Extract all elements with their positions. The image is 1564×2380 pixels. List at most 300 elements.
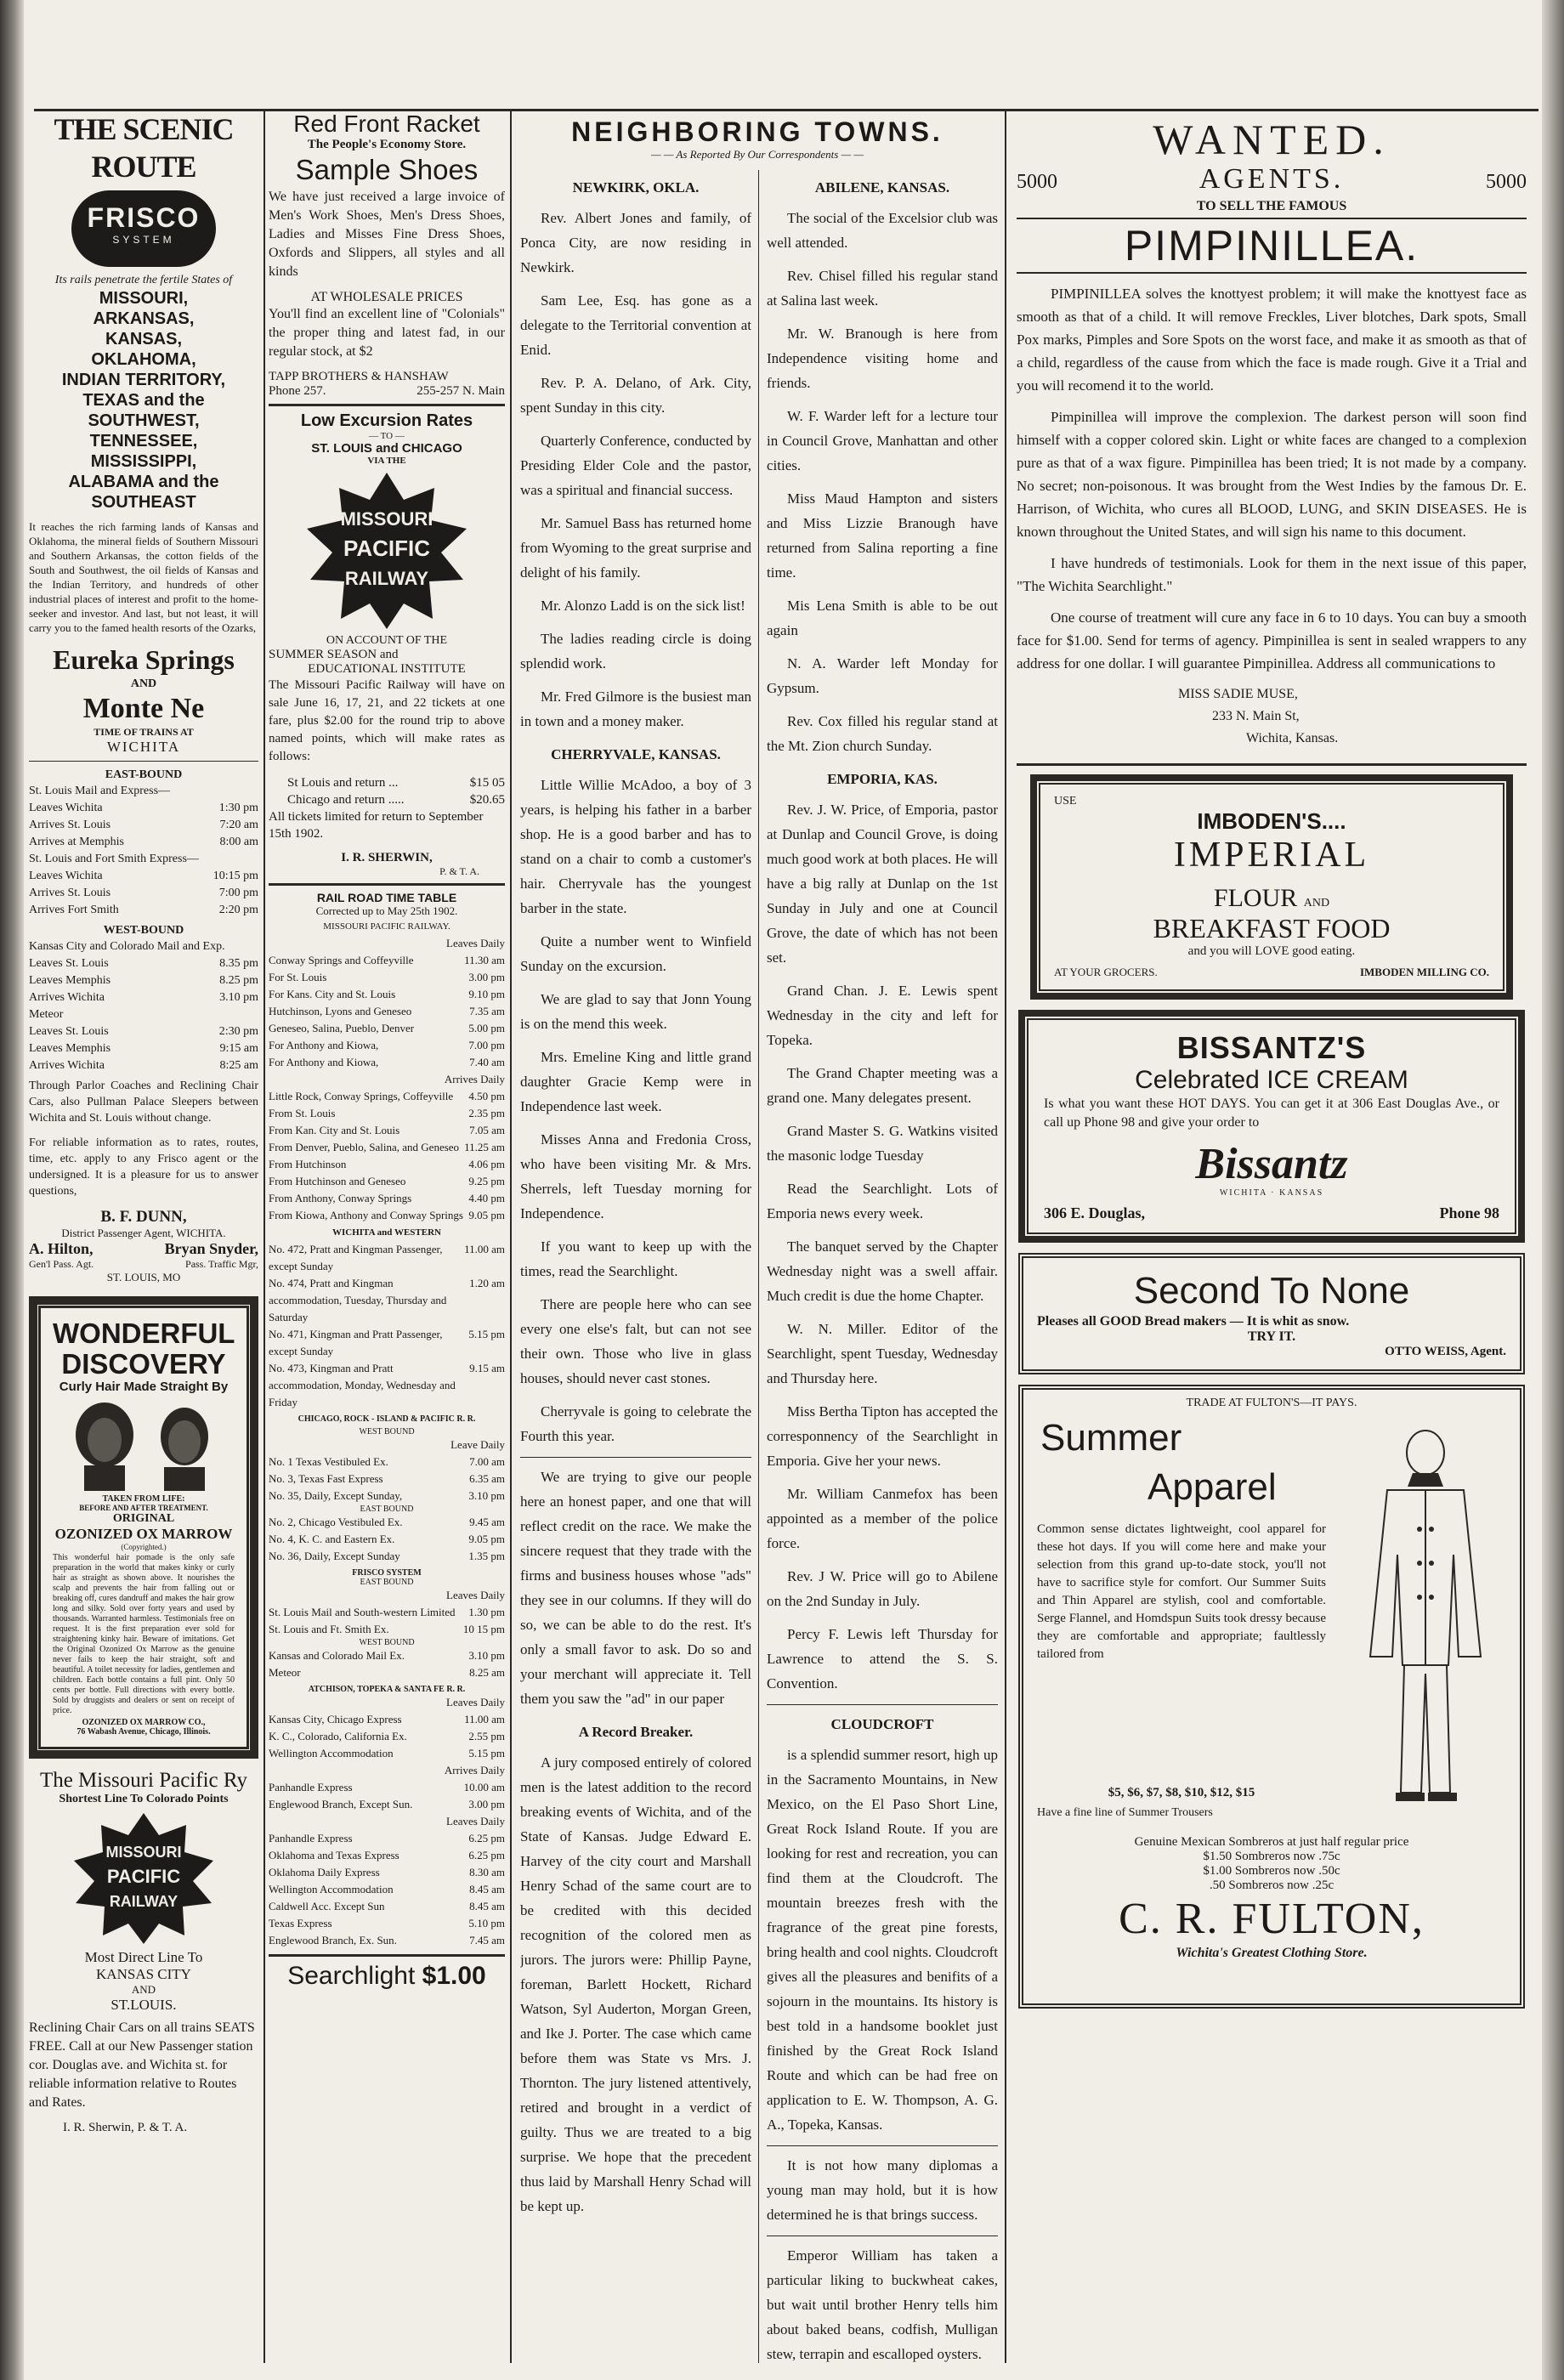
timetable-label: Arrives Fort Smith: [29, 904, 119, 916]
resort-eureka: Eureka Springs: [53, 644, 235, 675]
scenic-name-left: A. Hilton,: [29, 1240, 94, 1257]
news-item: Rev. P. A. Delano, of Ark. City, spent Sunday in this city.: [520, 375, 751, 416]
news-heading: EMPORIA, KAS.: [827, 771, 938, 787]
timetable-label: Wellington Accommodation: [269, 1883, 394, 1896]
timetable-row: [269, 1898, 505, 1915]
timetable-time: 6.35 am: [469, 1472, 505, 1485]
timetable-mopac: [269, 935, 505, 1224]
news-item: The ladies reading circle is doing splendid work.: [520, 631, 751, 672]
neighboring-header: [517, 116, 998, 162]
timetable-label: No. 472, Pratt and Kingman Passenger, except Sunday: [269, 1243, 443, 1272]
timetable-ri-head: CHICAGO, ROCK - ISLAND & PACIFIC R. R.: [298, 1414, 476, 1424]
timetable-time: 8.35 pm: [219, 957, 258, 970]
timetable-time: 5.15 pm: [468, 1747, 505, 1760]
fulton-ad: [1018, 1385, 1525, 2009]
column-1: [29, 110, 258, 2363]
timetable-label: No. 473, Kingman and Pratt accommodation, Monday, Wednesday and Friday: [269, 1362, 456, 1408]
mopac-left-title: The Missouri Pacific Ry: [39, 1769, 248, 1792]
timetable-time: 6.25 pm: [468, 1849, 505, 1862]
timetable-row: [29, 834, 258, 851]
timetable-label: Englewood Branch, Ex. Sun.: [269, 1934, 397, 1946]
neighboring-sub: — — As Reported By Our Correspondents — —: [651, 148, 864, 161]
timetable-label: From Hutchinson and Geneseo: [269, 1175, 406, 1187]
timetable-row: [29, 800, 258, 817]
timetable-time: 7:00 pm: [218, 887, 258, 899]
timetable-time: Leaves Daily: [446, 1815, 505, 1828]
timetable-atch: [269, 1694, 505, 1949]
imboden-flour: FLOUR: [1213, 884, 1298, 912]
timetable-frisco-east-rows: [269, 1587, 505, 1638]
timetable-label: Panhandle Express: [269, 1832, 353, 1844]
timetable-time: 11.25 am: [464, 1141, 505, 1153]
west-bound-table: [29, 938, 258, 1074]
timetable-time: 5.15 pm: [468, 1328, 505, 1340]
timetable-frisco-west-rows: [269, 1647, 505, 1681]
timetable-time: 5.10 pm: [468, 1917, 505, 1930]
wanted-count-left: 5000: [1017, 171, 1057, 193]
timetable-label: Oklahoma and Texas Express: [269, 1849, 400, 1862]
wanted-sign3: Wichita, Kansas.: [1246, 731, 1339, 745]
wonderful-title1: WONDERFUL: [53, 1318, 235, 1349]
scenic-description: It reaches the rich farming lands of Kansas and Oklahoma, the mineral fields of Southern Missouri and Southern Arkansas, the cotton fields of the South and Southwest, the oil fields of Kansas and the Indian Territory, and hundreds of other industrial places of interest and profit to the home-seeker and investor. And last, but not least, it will carry you to the famed health resorts of the Ozarks,: [29, 520, 258, 634]
timetable-row: [269, 1514, 505, 1531]
redfront-head: Sample Shoes: [295, 154, 479, 185]
mopac-left-line4: ST.LOUIS.: [110, 1997, 177, 2013]
timetable-row: [269, 1173, 505, 1190]
timetable-label: Wellington Accommodation: [269, 1747, 394, 1760]
timetable-row: [269, 1360, 505, 1411]
timetable-label: Caldwell Acc. Except Sun: [269, 1900, 385, 1912]
scenic-route-ad: [29, 110, 258, 1284]
news-item: If you want to keep up with the times, read the Searchlight.: [520, 1238, 751, 1279]
scenic-state: INDIAN TERRITORY,: [61, 371, 226, 389]
excursion-acct1: ON ACCOUNT OF THE: [326, 634, 448, 647]
mopac-left-sign: I. R. Sherwin, P. & T. A.: [63, 2121, 188, 2134]
timetable-frisco-east: EAST BOUND: [360, 1578, 414, 1587]
wanted-title: WANTED.: [1153, 116, 1391, 163]
timetable-row: [269, 1647, 505, 1664]
timetable-label: Englewood Branch, Except Sun.: [269, 1798, 413, 1810]
timetable-row: [29, 1057, 258, 1074]
news-item: Misses Anna and Fredonia Cross, who have been visiting Mr. & Mrs. Sherrels, left Tuesday morning for Independence.: [520, 1131, 751, 1221]
wanted-count-right: 5000: [1485, 171, 1527, 193]
top-rule: [34, 109, 1538, 111]
timetable-label: Arrives St. Louis: [29, 819, 111, 831]
timetable-row: [269, 986, 505, 1003]
timetable-time: 9.05 pm: [468, 1209, 505, 1221]
redfront-text1: We have just received a large invoice of Men's Work Shoes, Men's Dress Shoes, Ladies and Misses Fine Dress Shoes, Oxfords and Slippers, all styles and all kinds: [269, 190, 505, 279]
scenic-title-right: Pass. Traffic Mgr,: [185, 1258, 258, 1270]
wanted-text1: PIMPINILLEA solves the knottyest problem; it will make the knottyest face as smooth as that of a child. It will remove Freckles, Liver blotches, Dark spots, Small Pox marks, Pimples and Sore Spots on the worst face, and make it as smooth as that of a child, regardless of the cause from which the face is made rough. Give it a Trial and you will recomend it to the world.: [1017, 286, 1527, 394]
bissantz-script: Bissantz: [1195, 1140, 1348, 1188]
second-to-none-ad: [1018, 1253, 1525, 1374]
bissantz-sub: Celebrated ICE CREAM: [1135, 1066, 1408, 1094]
timetable-label: For Anthony and Kiowa,: [269, 1056, 379, 1068]
news-item: Rev. Chisel filled his regular stand at Salina last week.: [767, 268, 998, 309]
timetable-row: [269, 1881, 505, 1898]
scenic-state: ARKANSAS,: [93, 309, 195, 328]
wonderful-address: 76 Wabash Avenue, Chicago, Illinois.: [76, 1727, 211, 1737]
timetable-time: Leave Daily: [450, 1438, 505, 1451]
timetable-time: 6.25 pm: [468, 1832, 505, 1844]
timetable-label: Arrives at Memphis: [29, 836, 124, 848]
imboden-name: IMBODEN'S....: [1197, 808, 1346, 834]
wonderful-discovery-ad: [29, 1296, 258, 1759]
suit-illustration: [1345, 1419, 1506, 1810]
timetable-time: 9.10 pm: [468, 988, 505, 1000]
timetable-label: K. C., Colorado, California Ex.: [269, 1730, 407, 1742]
timetable-row: [269, 1830, 505, 1847]
news-item: Rev. J. W. Price, of Emporia, pastor at Dunlap and Council Grove, is doing much good work at both places. He will have a big rally at Dunlap on the 1st Sunday in July and one at Council Grove, the date of which has not been set.: [767, 802, 998, 966]
timetable-time: [253, 851, 258, 868]
timetable-row: [29, 1040, 258, 1057]
timetable-ww-head: WICHITA and WESTERN: [332, 1227, 441, 1238]
timetable-time: 1.30 pm: [468, 1606, 505, 1618]
second-text: Pleases all GOOD Bread makers — It is whit as snow.: [1037, 1314, 1350, 1329]
timetable-row: [269, 1621, 505, 1638]
timetable-row: [269, 1470, 505, 1488]
scenic-name-right: Bryan Snyder,: [164, 1240, 258, 1257]
news-item: Miss Maud Hampton and sisters and Miss Lizzie Branough have returned from Salina reporting a fine time.: [767, 490, 998, 581]
timetable-label: Panhandle Express: [269, 1781, 353, 1794]
timetable-time: Arrives Daily: [444, 1073, 505, 1085]
timetable-time: 7.40 am: [469, 1056, 505, 1068]
timetable-label: Leaves Memphis: [29, 974, 111, 987]
timetable-time: Leaves Daily: [446, 1696, 505, 1708]
timetable-row: [269, 1915, 505, 1932]
timetable-time: 9.05 pm: [468, 1533, 505, 1545]
excursion-via: VIA THE: [367, 456, 406, 466]
mopac-emblem1: MISSOURI: [340, 508, 434, 530]
imboden-breakfast-food: BREAKFAST FOOD: [1153, 913, 1391, 944]
bissantz-addr: 306 E. Douglas,: [1044, 1204, 1146, 1221]
timetable-time: 4.40 pm: [468, 1192, 505, 1204]
imboden-and: AND: [1303, 897, 1330, 910]
frisco-logo-bottom: SYSTEM: [112, 234, 175, 246]
frisco-logo-top: FRISCO: [87, 202, 201, 233]
timetable-time: 8.25 pm: [219, 974, 258, 987]
timetable-time: 9.45 am: [469, 1516, 505, 1528]
wanted-sign2: 233 N. Main St,: [1212, 709, 1300, 723]
timetable-time: 1:30 pm: [218, 802, 258, 814]
timetable-row: [269, 1664, 505, 1681]
timetable-label: St. Louis Mail and South-western Limited: [269, 1606, 456, 1618]
news-item: Percy F. Lewis left Thursday for Lawrence to attend the S. S. Convention.: [767, 1626, 998, 1692]
timetable-time: 4.50 pm: [468, 1090, 505, 1102]
east-bound-head: EAST-BOUND: [105, 768, 183, 781]
timetable-label: [269, 935, 441, 952]
timetable-label: For St. Louis: [269, 971, 327, 983]
timetable-time: 7.00 pm: [468, 1039, 505, 1051]
before-after-portraits: [60, 1397, 227, 1491]
scenic-agent-title: District Passenger Agent, WICHITA.: [61, 1227, 226, 1239]
timetable-label: St. Louis and Fort Smith Express—: [29, 853, 199, 865]
scenic-title: THE SCENIC ROUTE: [54, 112, 234, 184]
timetable-mopac-head: MISSOURI PACIFIC RAILWAY.: [323, 921, 450, 932]
second-agent: OTTO WEISS, Agent.: [1385, 1345, 1506, 1358]
timetable-row: [269, 1105, 505, 1122]
timetable-row: [29, 868, 258, 885]
timetable-label: No. 474, Pratt and Kingman accommodation, Tuesday, Thursday and Saturday: [269, 1277, 447, 1323]
bissantz-phone: Phone 98: [1439, 1204, 1499, 1221]
mopac-left-line2: KANSAS CITY: [96, 1966, 191, 1982]
timetable-row: [269, 952, 505, 969]
redfront-sub: The People's Economy Store.: [307, 138, 467, 151]
wanted-sell: TO SELL THE FAMOUS: [1196, 199, 1347, 213]
news-item: W. F. Warder left for a lecture tour in Council Grove, Manhattan and other cities.: [767, 408, 998, 473]
wonderful-copyright: (Copyrighted.): [121, 1543, 167, 1551]
news-heading: ABILENE, KANSAS.: [814, 179, 950, 196]
timetable-time: 3.10 pm: [468, 1649, 505, 1662]
fulton-trousers: Have a fine line of Summer Trousers: [1037, 1806, 1213, 1819]
timetable-label: St. Louis and Ft. Smith Ex.: [269, 1623, 389, 1635]
timetable-time: 10 15 pm: [462, 1623, 505, 1635]
news-item: W. N. Miller. Editor of the Searchlight, spent Tuesday, Wednesday and Thursday here.: [767, 1321, 998, 1386]
timetable-time: 11.00 am: [464, 1243, 505, 1255]
timetable-label: From St. Louis: [269, 1107, 336, 1119]
timetable-time: 1.35 pm: [468, 1550, 505, 1562]
timetable-label: From Anthony, Conway Springs: [269, 1192, 412, 1204]
scenic-title-left: Gen'l Pass. Agt.: [29, 1258, 94, 1270]
timetable-row: [269, 1864, 505, 1881]
news-column-rule: [758, 170, 759, 2363]
fulton-apparel: Apparel: [1148, 1466, 1277, 1508]
news-item: It is not how many diplomas a young man may hold, but it is how determined he is that brings success.: [767, 2157, 998, 2223]
news-item: Mr. William Canmefox has been appointed as a member of the police force.: [767, 1486, 998, 1551]
timetable-row: [269, 1548, 505, 1565]
scenic-state: MISSOURI,: [99, 289, 189, 308]
timetable-label: From Hutchinson: [269, 1158, 347, 1170]
timetable-time: 9.15 am: [469, 1362, 505, 1374]
mopac-left-emblem1: MISSOURI: [105, 1844, 182, 1861]
timetable-row: [29, 902, 258, 919]
redfront-title: Red Front Racket: [293, 110, 480, 137]
timetable-row: [269, 1454, 505, 1470]
wonderful-title2: DISCOVERY: [61, 1348, 226, 1380]
mopac-left-line1: Most Direct Line To: [84, 1949, 203, 1965]
mopac-left-text: Reclining Chair Cars on all trains SEATS FREE. Call at our New Passenger station cor. Douglas ave. and Wichita st. for reliable information relative to Routes and Rates.: [29, 2020, 255, 2110]
excursion-sign-title: P. & T. A.: [439, 865, 479, 877]
searchlight-price: $1.00: [422, 1962, 486, 1990]
news-item: The social of the Excelsior club was well attended.: [767, 210, 998, 251]
timetable-row: [29, 972, 258, 989]
mopac-left-emblem2: PACIFIC: [106, 1866, 181, 1887]
second-title: Second To None: [1133, 1270, 1410, 1312]
timetable-time: 10:15 pm: [212, 870, 258, 882]
excursion-rate1: $15 05: [469, 776, 505, 790]
timetable-row: [269, 935, 505, 952]
news-divider: [767, 1704, 998, 1705]
timetable-label: For Kans. City and St. Louis: [269, 988, 396, 1000]
timetable-label: Kansas City, Chicago Express: [269, 1713, 402, 1726]
wanted-text2: Pimpinillea will improve the complexion. The darkest person will soon find himself with a copper colored skin. Light or white faces are changed to a complexion pure as that of a wax figure. Pimpinillea has been tried; It is not made by a company. No secret; non-poisonous. It was brought from the West Indies by the famous Dr. E. Harrison, of Wichita, who cures all BLOOD, LUNG, and SKIN DISEASES. He is known throughout the United States, and will sign his name to this document.: [1017, 409, 1527, 540]
timetable-time: 3.00 pm: [468, 971, 505, 983]
timetable-label: Leaves Wichita: [29, 802, 103, 814]
timetable-time: 5.00 pm: [468, 1022, 505, 1034]
news-heading: CHERRYVALE, KANSAS.: [551, 746, 721, 762]
wanted-sign1: MISS SADIE MUSE,: [1178, 687, 1298, 701]
column-2: [269, 110, 505, 2363]
timetable-time: 7:20 am: [219, 819, 258, 831]
column-3a: [520, 170, 751, 2363]
timetable-label: Meteor: [29, 1008, 64, 1021]
timetable-label: Leaves Wichita: [29, 870, 103, 882]
timetable-label: Texas Express: [269, 1917, 332, 1930]
photo-caption1: TAKEN FROM LIFE:: [102, 1494, 185, 1504]
wanted-product: PIMPINILLEA.: [1017, 218, 1527, 274]
timetable-row: [29, 989, 258, 1006]
news-item: The Grand Chapter meeting was a grand one. Many delegates present.: [767, 1065, 998, 1106]
resort-monte-ne: Monte Ne: [82, 693, 205, 724]
timetable-time: 8.25 am: [469, 1666, 505, 1679]
timetable-label: Kansas City and Colorado Mail and Exp.: [29, 940, 225, 953]
redfront-phone: Phone 257.: [269, 384, 326, 398]
news-item: Mrs. Emeline King and little grand daughter Gracie Kemp were in Independence last week.: [520, 1049, 751, 1114]
timetable-label: [269, 1436, 445, 1454]
searchlight-banner: [269, 1962, 505, 1991]
timetable-time: 2.55 pm: [468, 1730, 505, 1742]
timetable-ri-east-rows: [269, 1514, 505, 1565]
timetable-row: [29, 938, 258, 955]
news-item: Mr. Samuel Bass has returned home from Wyoming to the great surprise and delight of his family.: [520, 515, 751, 581]
scenic-state: OKLAHOMA,: [91, 350, 196, 369]
timetable-label: Arrives St. Louis: [29, 887, 111, 899]
timetable-time: 9.25 pm: [468, 1175, 505, 1187]
timetable-title: RAIL ROAD TIME TABLE: [316, 891, 457, 904]
timetable-time: 3.10 pm: [468, 1489, 505, 1502]
timetable-row: [269, 1779, 505, 1796]
timetable-row: [269, 1745, 505, 1762]
timetable-label: Leaves St. Louis: [29, 1025, 109, 1038]
red-front-racket-ad: [269, 110, 505, 399]
railroad-timetable: [269, 891, 505, 1949]
scenic-city: ST. LOUIS, MO: [106, 1271, 181, 1284]
excursion-dest: ST. LOUIS and CHICAGO: [311, 441, 462, 456]
fulton-s1: $1.50 Sombreros now .75c: [1203, 1850, 1340, 1863]
news-item: Rev. Albert Jones and family, of Ponca City, are now residing in Newkirk.: [520, 210, 751, 275]
timetable-time: 3.10 pm: [219, 991, 258, 1004]
mopac-emblem3: RAILWAY: [344, 568, 429, 589]
news-divider: [520, 1457, 751, 1458]
timetable-time: 8.45 am: [469, 1883, 505, 1896]
resort-and: AND: [130, 677, 157, 690]
timetable-label: [269, 1762, 439, 1779]
column-rule: [1005, 110, 1006, 2363]
timetable-time: 2:20 pm: [218, 904, 258, 916]
news-item: Read the Searchlight. Lots of Emporia news every week.: [767, 1181, 998, 1221]
timetable-row: [29, 1023, 258, 1040]
imboden-grocers: AT YOUR GROCERS.: [1054, 966, 1158, 978]
timetable-time: 3.00 pm: [468, 1798, 505, 1810]
timetable-row: [269, 1604, 505, 1621]
timetable-row: [269, 1436, 505, 1454]
timetable-row: [269, 1728, 505, 1745]
timetable-atch-head: ATCHISON, TOPEKA & SANTA FE R. R.: [308, 1685, 466, 1694]
timetable-label: From Denver, Pueblo, Salina, and Geneseo: [269, 1141, 460, 1153]
wonderful-sub: Curly Hair Made Straight By: [59, 1380, 229, 1394]
timetable-time: 11.00 am: [464, 1713, 505, 1726]
timetable-label: Kansas and Colorado Mail Ex.: [269, 1649, 405, 1662]
redfront-text3: You'll find an excellent line of "Colonials" the proper thing and latest fad, in our regular stock, at $2: [269, 307, 505, 359]
news-divider: [767, 2145, 998, 2146]
news-item: Rev. J W. Price will go to Abilene on the 2nd Sunday in July.: [767, 1568, 998, 1609]
timetable-time: Leaves Daily: [446, 937, 505, 949]
news-item: The banquet served by the Chapter Wednesday night was a swell affair. Much credit is due the home Chapter.: [767, 1238, 998, 1304]
time-city: WICHITA: [106, 739, 181, 755]
news-item: A jury composed entirely of colored men is the latest addition to the record breaking events of Wichita, and of the State of Kansas. Judge Edward E. Harvey of the city court and Marshall Henry Schad of the same court are to be credited with this decided recognition of the colored men as jurors. The jurors were: Phillip Payne, foreman, Barlett Hockett, Richard Watson, Syl Auderton, Morgan Green, and Ike J. Porter. The case which came before them was State vs Mrs. J. Thornton. The jury listened attentively, retired and brought in a verdict of guilty. Thus we are treated to a big surprise. We hope that the precedent thus laid by Marshall Henry Schad will be kept up.: [520, 1754, 751, 2214]
column-3b: [767, 170, 998, 2363]
timetable-label: No. 471, Kingman and Pratt Passenger, except Sunday: [269, 1328, 443, 1357]
timetable-row: [269, 1156, 505, 1173]
timetable-label: Conway Springs and Coffeyville: [269, 954, 414, 966]
timetable-frisco-head: FRISCO SYSTEM: [352, 1568, 422, 1578]
news-heading: CLOUDCROFT: [830, 1716, 934, 1732]
news-item: N. A. Warder left Monday for Gypsum.: [767, 655, 998, 696]
timetable-ri-west-rows: [269, 1436, 505, 1504]
timetable-row: [269, 1531, 505, 1548]
wanted-agents: AGENTS.: [1198, 163, 1345, 195]
fulton-text: Common sense dictates lightweight, cool apparel for these hot days. If you will come here and make your selection from this grand up-to-date stock, you'll not have to sacrifice style for comfort. Our Summer Suits and Thin Apparel are stylish, cool and comfortable. Serge Flannel, and Homdspun Suits took dressy because they are comfortable and appropriate; faultlessly tailored from: [1037, 1522, 1326, 1661]
wanted-text4: One course of treatment will cure any face in 6 to 10 days. You can buy a smooth face for $1.00. Send for terms of agency. Pimpinillea is sent in sealed wrappers to any address for one dollar. I will guarantee Pimpinillea. Address all communications to: [1017, 609, 1527, 672]
news-item: Cherryvale is going to celebrate the Fourth this year.: [520, 1403, 751, 1444]
timetable-row: [29, 885, 258, 902]
bissantz-text: Is what you want these HOT DAYS. You can get it at 306 East Douglas Ave., or call up Phone 98 and give your order to: [1044, 1096, 1499, 1130]
timetable-row: [269, 1711, 505, 1728]
frisco-logo: [71, 190, 216, 267]
fulton-name: C. R. FULTON,: [1119, 1895, 1425, 1943]
excursion-acct2: SUMMER SEASON and: [269, 648, 399, 661]
timetable-row: [269, 1190, 505, 1207]
fulton-prices: $5, $6, $7, $8, $10, $12, $15: [1108, 1786, 1255, 1799]
news-item: Little Willie McAdoo, a boy of 3 years, is helping his father in a barber shop. He is a good barber and has to stand on a chair to comb a customer's hair. Cherryvale has the youngest barber in the state.: [520, 777, 751, 916]
news-heading: A Record Breaker.: [578, 1724, 694, 1740]
excursion-sign: I. R. SHERWIN,: [341, 851, 433, 864]
timetable-row: [29, 1006, 258, 1023]
mopac-left-emblem: [67, 1810, 220, 1946]
timetable-row: [269, 1932, 505, 1949]
timetable-time: 8.45 am: [469, 1900, 505, 1912]
redfront-text2: AT WHOLESALE PRICES: [310, 290, 463, 304]
news-item: Mis Lena Smith is able to be out again: [767, 598, 998, 638]
timetable-label: Arrives Wichita: [29, 1059, 105, 1072]
excursion-rate1-label: St Louis and return ...: [287, 776, 399, 790]
timetable-row: [269, 1020, 505, 1037]
timetable-time: 7.05 am: [469, 1124, 505, 1136]
news-item: There are people here who can see every one else's falt, but can not see their own. Those who live in glass houses, should never cast stones.: [520, 1296, 751, 1386]
news-item: Sam Lee, Esq. has gone as a delegate to the Territorial convention at Enid.: [520, 292, 751, 358]
wonderful-product: OZONIZED OX MARROW: [54, 1526, 233, 1542]
timetable-time: 2.35 pm: [468, 1107, 505, 1119]
timetable-label: Geneseo, Salina, Pueblo, Denver: [269, 1022, 415, 1034]
excursion-acct3: EDUCATIONAL INSTITUTE: [308, 662, 466, 676]
timetable-time: 11.30 am: [464, 954, 505, 966]
column-4: [1017, 116, 1527, 2368]
page-binding-edge: [0, 0, 24, 2380]
east-bound-table: [29, 783, 258, 919]
column-rule: [264, 110, 265, 2363]
timetable-label: No. 36, Daily, Except Sunday: [269, 1550, 400, 1562]
mopac-left-emblem3: RAILWAY: [109, 1893, 178, 1910]
timetable-label: [269, 1587, 441, 1604]
timetable-label: No. 1 Texas Vestibuled Ex.: [269, 1455, 388, 1468]
imboden-love: and you will LOVE good eating.: [1187, 944, 1356, 958]
timetable-ww: [269, 1241, 505, 1411]
news-item: We are glad to say that Jonn Young is on the mend this week.: [520, 991, 751, 1032]
excursion-text: The Missouri Pacific Railway will have on sale June 16, 17, 21, and 22 tickets at one fare, plus $2.00 for the round trip to above named points, which will make rates as follows:: [269, 678, 505, 763]
redfront-firm: TAPP BROTHERS & HANSHAW: [269, 370, 449, 383]
timetable-row: [269, 1139, 505, 1156]
news-item: Quarterly Conference, conducted by Presiding Elder Cole and the pastor, was a spiritual and financial success.: [520, 433, 751, 498]
